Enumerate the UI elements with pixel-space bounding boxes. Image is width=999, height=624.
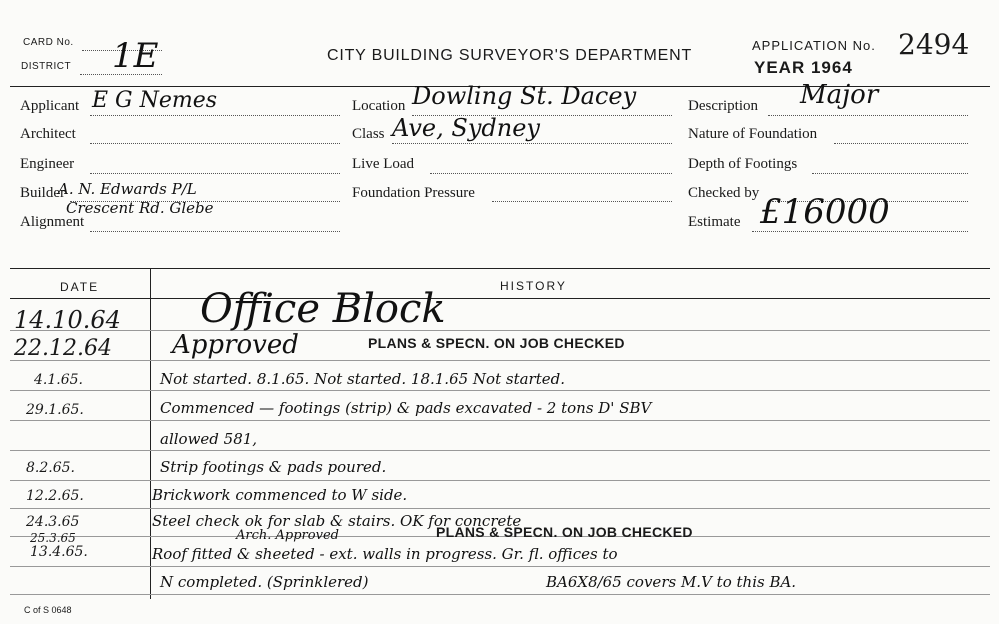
- history-date: 12.2.65.: [26, 488, 84, 504]
- description-value: Major: [800, 80, 879, 110]
- history-entry: N completed. (Sprinklered): [160, 573, 369, 591]
- department-title: CITY BUILDING SURVEYOR'S DEPARTMENT: [327, 47, 693, 64]
- nature-of-foundation-label: Nature of Foundation: [688, 126, 818, 142]
- history-entry: Brickwork commenced to W side.: [152, 486, 408, 504]
- card-no-value: 1E: [112, 36, 159, 76]
- history-date: 8.2.65.: [26, 460, 75, 476]
- year-label: YEAR 1964: [754, 58, 853, 77]
- history-entry: Steel check ok for slab & stairs. OK for concrete: [152, 512, 522, 530]
- history-entry: Not started. 8.1.65. Not started. 18.1.65 Not started.: [160, 370, 565, 388]
- plans-checked-stamp: PLANS & SPECN. ON JOB CHECKED: [436, 524, 693, 540]
- history-date: 29.1.65.: [26, 402, 84, 418]
- history-entry: Roof fitted & sheeted - ext. walls in progress. Gr. fl. offices to: [152, 545, 618, 563]
- builder-value: A. N. Edwards P/L: [58, 180, 197, 198]
- engineer-label: Engineer: [20, 156, 75, 172]
- application-label: APPLICATION No.: [752, 38, 876, 53]
- estimate-value: £16000: [760, 192, 890, 232]
- applicant-value: E G Nemes: [92, 88, 218, 113]
- location-value: Dowling St. Dacey: [412, 82, 637, 110]
- builder-label: Builder: [20, 185, 65, 201]
- history-entry: Arch. Approved: [236, 528, 339, 543]
- depth-of-footings-label: Depth of Footings: [688, 156, 798, 172]
- history-entry: allowed 581,: [160, 430, 258, 448]
- history-date: 25.3.65: [30, 531, 76, 545]
- history-entry: Office Block: [200, 286, 446, 332]
- description-label: Description: [688, 98, 758, 114]
- location-label: Location: [352, 98, 406, 114]
- applicant-label: Applicant: [20, 98, 80, 114]
- architect-label: Architect: [20, 126, 76, 142]
- class-value: Ave, Sydney: [392, 114, 540, 142]
- district-label: DISTRICT: [21, 61, 72, 72]
- history-date: 24.3.65: [26, 514, 80, 530]
- application-number: 2494: [898, 28, 970, 61]
- history-date: 4.1.65.: [34, 372, 83, 388]
- checked-by-label: Checked by: [688, 185, 760, 201]
- alignment-value: Crescent Rd. Glebe: [66, 199, 214, 217]
- date-column-header: DATE: [60, 280, 100, 294]
- history-column-header: HISTORY: [500, 279, 567, 293]
- alignment-label: Alignment: [20, 214, 85, 230]
- class-label: Class: [352, 126, 385, 142]
- foundation-pressure-label: Foundation Pressure: [352, 185, 475, 201]
- history-entry: Strip footings & pads poured.: [160, 458, 387, 476]
- history-date: 14.10.64: [14, 306, 121, 334]
- plans-checked-stamp: PLANS & SPECN. ON JOB CHECKED: [368, 335, 625, 351]
- history-entry: BA6X8/65 covers M.V to this BA.: [546, 573, 797, 591]
- card-no-label: CARD No.: [23, 37, 74, 48]
- estimate-label: Estimate: [688, 214, 741, 230]
- history-entry: Approved: [172, 330, 299, 360]
- form-code: C of S 0648: [24, 605, 72, 615]
- history-entry: Commenced — footings (strip) & pads excavated - 2 tons D' SBV: [160, 399, 652, 417]
- live-load-label: Live Load: [352, 156, 415, 172]
- history-date: 13.4.65.: [30, 544, 88, 560]
- history-date: 22.12.64: [14, 336, 112, 361]
